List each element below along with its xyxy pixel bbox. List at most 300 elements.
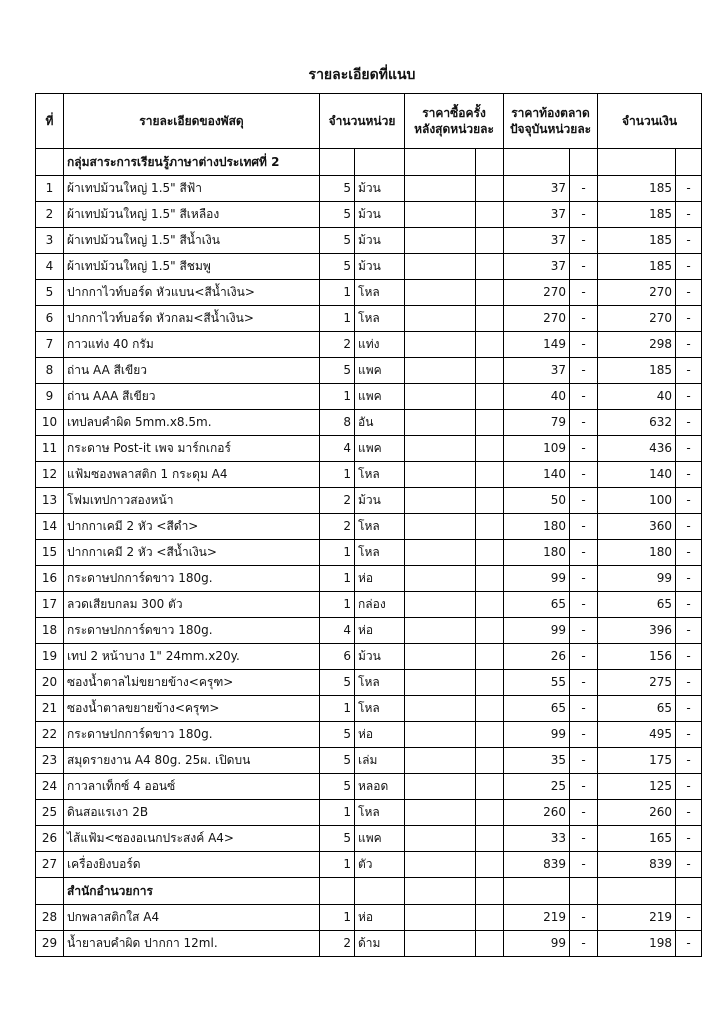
last-price-cell [405,358,476,384]
item-unit: แพค [355,826,405,852]
market-price-decimal: - [570,254,598,280]
last-price-cell [405,410,476,436]
header-amount: จำนวนเงิน [598,94,702,149]
market-price: 219 [504,905,570,931]
last-price-cell [405,306,476,332]
last-price-decimal-cell [476,905,504,931]
empty-cell [570,149,598,176]
item-unit: ม้วน [355,228,405,254]
item-description: แฟ้มซองพลาสติก 1 กระดุม A4 [64,462,320,488]
table-row [36,618,702,644]
last-price-decimal-cell [476,306,504,332]
item-amount-decimal: - [676,800,702,826]
item-description: ถ่าน AA สีเขียว [64,358,320,384]
market-price-decimal: - [570,722,598,748]
item-amount-decimal: - [676,670,702,696]
header-market-price-line1: ราคาท้องตลาด [511,106,590,120]
item-amount: 275 [598,670,676,696]
table-row [36,748,702,774]
empty-cell [504,878,570,905]
header-last-price [405,94,504,149]
item-unit: ม้วน [355,176,405,202]
market-price: 79 [504,410,570,436]
header-last-price-line2: หลังสุดหน่วยละ [414,122,494,136]
last-price-cell [405,176,476,202]
item-quantity: 5 [320,176,355,202]
row-number: 11 [36,436,64,462]
item-amount: 125 [598,774,676,800]
market-price: 99 [504,618,570,644]
item-description: ถ่าน AAA สีเขียว [64,384,320,410]
item-description: สมุดรายงาน A4 80g. 25ผ. เปิดบน [64,748,320,774]
item-amount-decimal: - [676,644,702,670]
table-row [36,774,702,800]
item-amount-decimal: - [676,592,702,618]
table-row [36,644,702,670]
table-header-row [36,94,702,149]
market-price: 40 [504,384,570,410]
row-number: 17 [36,592,64,618]
market-price-decimal: - [570,202,598,228]
header-description: รายละเอียดของพัสดุ [64,94,320,149]
item-quantity: 1 [320,280,355,306]
last-price-cell [405,488,476,514]
market-price: 33 [504,826,570,852]
item-amount: 396 [598,618,676,644]
last-price-cell [405,618,476,644]
market-price-decimal: - [570,852,598,878]
market-price: 25 [504,774,570,800]
item-description: ปากกาไวท์บอร์ด หัวกลม<สีน้ำเงิน> [64,306,320,332]
last-price-decimal-cell [476,644,504,670]
empty-cell [320,878,355,905]
item-description: ผ้าเทปม้วนใหญ่ 1.5" สีเหลือง [64,202,320,228]
row-number: 12 [36,462,64,488]
item-description: ผ้าเทปม้วนใหญ่ 1.5" สีชมพู [64,254,320,280]
item-amount-decimal: - [676,488,702,514]
item-amount-decimal: - [676,905,702,931]
item-description: กระดาษปกการ์ดขาว 180g. [64,618,320,644]
last-price-cell [405,592,476,618]
item-quantity: 8 [320,410,355,436]
item-quantity: 1 [320,306,355,332]
row-number: 28 [36,905,64,931]
last-price-cell [405,540,476,566]
empty-cell [405,149,476,176]
header-quantity: จำนวนหน่วย [320,94,405,149]
table-row [36,566,702,592]
table-row [36,670,702,696]
item-amount-decimal: - [676,566,702,592]
market-price: 99 [504,931,570,957]
item-description: ผ้าเทปม้วนใหญ่ 1.5" สีฟ้า [64,176,320,202]
last-price-cell [405,826,476,852]
item-quantity: 5 [320,774,355,800]
last-price-decimal-cell [476,566,504,592]
item-amount: 839 [598,852,676,878]
market-price-decimal: - [570,774,598,800]
market-price-decimal: - [570,410,598,436]
market-price-decimal: - [570,228,598,254]
last-price-decimal-cell [476,774,504,800]
item-quantity: 4 [320,618,355,644]
item-amount-decimal: - [676,618,702,644]
last-price-cell [405,931,476,957]
item-description: ปากกาเคมี 2 หัว <สีน้ำเงิน> [64,540,320,566]
item-unit: แพค [355,358,405,384]
last-price-decimal-cell [476,852,504,878]
item-amount-decimal: - [676,462,702,488]
last-price-cell [405,436,476,462]
item-quantity: 1 [320,592,355,618]
row-number: 29 [36,931,64,957]
item-unit: แท่ง [355,332,405,358]
item-description: ไส้แฟ้ม<ซองอเนกประสงค์ A4> [64,826,320,852]
item-amount-decimal: - [676,332,702,358]
last-price-cell [405,722,476,748]
last-price-decimal-cell [476,826,504,852]
group-label: สำนักอำนวยการ [64,878,320,905]
item-unit: โหล [355,670,405,696]
row-number: 19 [36,644,64,670]
item-amount-decimal: - [676,748,702,774]
item-amount-decimal: - [676,774,702,800]
last-price-decimal-cell [476,618,504,644]
group-label: กลุ่มสาระการเรียนรู้ภาษาต่างประเทศที่ 2 [64,149,320,176]
row-number: 1 [36,176,64,202]
item-unit: เล่ม [355,748,405,774]
empty-cell [320,149,355,176]
item-description: กาวลาเท็กซ์ 4 ออนซ์ [64,774,320,800]
empty-cell [676,149,702,176]
row-number: 7 [36,332,64,358]
market-price: 37 [504,358,570,384]
row-number: 14 [36,514,64,540]
row-number: 5 [36,280,64,306]
last-price-decimal-cell [476,592,504,618]
item-amount: 198 [598,931,676,957]
item-amount: 219 [598,905,676,931]
table-row [36,280,702,306]
item-amount: 632 [598,410,676,436]
item-quantity: 5 [320,202,355,228]
market-price: 65 [504,696,570,722]
market-price: 149 [504,332,570,358]
market-price: 839 [504,852,570,878]
market-price: 37 [504,228,570,254]
item-amount-decimal: - [676,852,702,878]
last-price-cell [405,644,476,670]
table-row [36,488,702,514]
item-quantity: 6 [320,644,355,670]
market-price-decimal: - [570,384,598,410]
table-row [36,514,702,540]
item-quantity: 1 [320,852,355,878]
market-price: 35 [504,748,570,774]
last-price-decimal-cell [476,462,504,488]
last-price-decimal-cell [476,540,504,566]
table-body [36,149,702,957]
item-quantity: 1 [320,462,355,488]
row-number: 6 [36,306,64,332]
last-price-decimal-cell [476,254,504,280]
item-unit: ห่อ [355,905,405,931]
market-price-decimal: - [570,592,598,618]
market-price-decimal: - [570,644,598,670]
group-row [36,149,702,176]
item-quantity: 1 [320,566,355,592]
item-unit: โหล [355,696,405,722]
item-description: โฟมเทปกาวสองหน้า [64,488,320,514]
item-quantity: 5 [320,826,355,852]
market-price-decimal: - [570,670,598,696]
item-amount: 185 [598,202,676,228]
market-price: 26 [504,644,570,670]
row-number: 23 [36,748,64,774]
item-amount: 175 [598,748,676,774]
last-price-decimal-cell [476,202,504,228]
table-row [36,931,702,957]
item-amount: 436 [598,436,676,462]
last-price-decimal-cell [476,384,504,410]
item-amount-decimal: - [676,384,702,410]
item-amount: 185 [598,358,676,384]
item-quantity: 4 [320,436,355,462]
table-row [36,228,702,254]
item-unit: กล่อง [355,592,405,618]
item-quantity: 2 [320,332,355,358]
item-quantity: 5 [320,358,355,384]
last-price-cell [405,696,476,722]
last-price-cell [405,800,476,826]
item-description: ลวดเสียบกลม 300 ตัว [64,592,320,618]
market-price-decimal: - [570,514,598,540]
last-price-cell [405,774,476,800]
item-unit: ม้วน [355,644,405,670]
table-row [36,462,702,488]
market-price: 99 [504,566,570,592]
empty-cell [476,878,504,905]
item-amount: 140 [598,462,676,488]
row-number: 27 [36,852,64,878]
item-amount-decimal: - [676,176,702,202]
item-amount-decimal: - [676,540,702,566]
row-number: 26 [36,826,64,852]
market-price-decimal: - [570,800,598,826]
row-number: 18 [36,618,64,644]
item-amount: 99 [598,566,676,592]
market-price: 37 [504,202,570,228]
table-row [36,410,702,436]
row-number: 13 [36,488,64,514]
last-price-decimal-cell [476,800,504,826]
row-number: 9 [36,384,64,410]
row-number: 2 [36,202,64,228]
row-number: 24 [36,774,64,800]
item-amount: 156 [598,644,676,670]
market-price-decimal: - [570,618,598,644]
item-quantity: 5 [320,228,355,254]
market-price-decimal: - [570,358,598,384]
item-description: ปากกาเคมี 2 หัว <สีดำ> [64,514,320,540]
empty-cell [598,149,676,176]
items-table [35,93,702,957]
item-amount-decimal: - [676,410,702,436]
item-amount: 165 [598,826,676,852]
row-number-cell [36,878,64,905]
item-amount-decimal: - [676,358,702,384]
last-price-cell [405,332,476,358]
empty-cell [355,149,405,176]
row-number: 4 [36,254,64,280]
market-price: 180 [504,540,570,566]
item-unit: ตัว [355,852,405,878]
item-amount: 270 [598,280,676,306]
last-price-cell [405,905,476,931]
empty-cell [504,149,570,176]
item-description: เทปลบคำผิด 5mm.x8.5m. [64,410,320,436]
table-row [36,436,702,462]
group-row [36,878,702,905]
item-description: เครื่องยิงบอร์ด [64,852,320,878]
table-row [36,384,702,410]
last-price-decimal-cell [476,332,504,358]
row-number-cell [36,149,64,176]
empty-cell [355,878,405,905]
empty-cell [476,149,504,176]
table-row [36,722,702,748]
last-price-cell [405,384,476,410]
header-last-price-line1: ราคาซื้อครั้ง [422,106,486,120]
item-unit: ม้วน [355,254,405,280]
last-price-decimal-cell [476,931,504,957]
market-price: 260 [504,800,570,826]
market-price-decimal: - [570,540,598,566]
item-unit: โหล [355,462,405,488]
last-price-cell [405,202,476,228]
last-price-decimal-cell [476,436,504,462]
row-number: 8 [36,358,64,384]
table-row [36,852,702,878]
item-description: กาวแท่ง 40 กรัม [64,332,320,358]
item-description: กระดาษ Post-it เพจ มาร์กเกอร์ [64,436,320,462]
item-amount: 65 [598,592,676,618]
item-description: น้ำยาลบคำผิด ปากกา 12ml. [64,931,320,957]
table-row [36,254,702,280]
table-row [36,696,702,722]
item-quantity: 1 [320,905,355,931]
row-number: 25 [36,800,64,826]
item-unit: โหล [355,540,405,566]
item-description: ซองน้ำตาลขยายข้าง<ครุฑ> [64,696,320,722]
item-description: ผ้าเทปม้วนใหญ่ 1.5" สีน้ำเงิน [64,228,320,254]
empty-cell [598,878,676,905]
item-unit: ม้วน [355,202,405,228]
item-amount: 185 [598,228,676,254]
last-price-decimal-cell [476,228,504,254]
table-row [36,358,702,384]
item-quantity: 5 [320,748,355,774]
market-price: 37 [504,254,570,280]
last-price-decimal-cell [476,696,504,722]
last-price-decimal-cell [476,514,504,540]
item-quantity: 1 [320,540,355,566]
item-description: กระดาษปกการ์ดขาว 180g. [64,566,320,592]
last-price-decimal-cell [476,722,504,748]
row-number: 10 [36,410,64,436]
item-amount-decimal: - [676,514,702,540]
item-amount-decimal: - [676,228,702,254]
last-price-decimal-cell [476,280,504,306]
market-price: 270 [504,306,570,332]
market-price: 65 [504,592,570,618]
market-price: 180 [504,514,570,540]
market-price-decimal: - [570,566,598,592]
item-amount-decimal: - [676,696,702,722]
market-price: 55 [504,670,570,696]
item-unit: ห่อ [355,618,405,644]
market-price-decimal: - [570,306,598,332]
item-unit: โหล [355,280,405,306]
last-price-decimal-cell [476,176,504,202]
item-amount-decimal: - [676,280,702,306]
empty-cell [570,878,598,905]
market-price-decimal: - [570,280,598,306]
item-amount-decimal: - [676,931,702,957]
item-description: ดินสอแรเงา 2B [64,800,320,826]
market-price-decimal: - [570,748,598,774]
last-price-cell [405,254,476,280]
market-price: 37 [504,176,570,202]
item-quantity: 2 [320,514,355,540]
item-amount-decimal: - [676,254,702,280]
item-quantity: 2 [320,931,355,957]
last-price-cell [405,748,476,774]
item-amount: 180 [598,540,676,566]
item-unit: แพค [355,436,405,462]
item-amount-decimal: - [676,722,702,748]
item-amount: 65 [598,696,676,722]
market-price-decimal: - [570,488,598,514]
item-amount-decimal: - [676,436,702,462]
item-amount: 360 [598,514,676,540]
item-amount: 40 [598,384,676,410]
item-unit: ด้าม [355,931,405,957]
market-price: 50 [504,488,570,514]
table-row [36,306,702,332]
item-quantity: 1 [320,800,355,826]
market-price-decimal: - [570,436,598,462]
row-number: 20 [36,670,64,696]
item-description: ซองน้ำตาลไม่ขยายข้าง<ครุฑ> [64,670,320,696]
table-row [36,800,702,826]
item-amount: 495 [598,722,676,748]
market-price-decimal: - [570,931,598,957]
item-unit: โหล [355,306,405,332]
item-amount: 298 [598,332,676,358]
last-price-cell [405,228,476,254]
market-price-decimal: - [570,462,598,488]
table-row [36,826,702,852]
table-row [36,905,702,931]
item-amount: 100 [598,488,676,514]
market-price: 109 [504,436,570,462]
item-amount: 260 [598,800,676,826]
page-title: รายละเอียดที่แนบ [308,67,416,83]
item-amount-decimal: - [676,306,702,332]
market-price-decimal: - [570,905,598,931]
table-row [36,540,702,566]
